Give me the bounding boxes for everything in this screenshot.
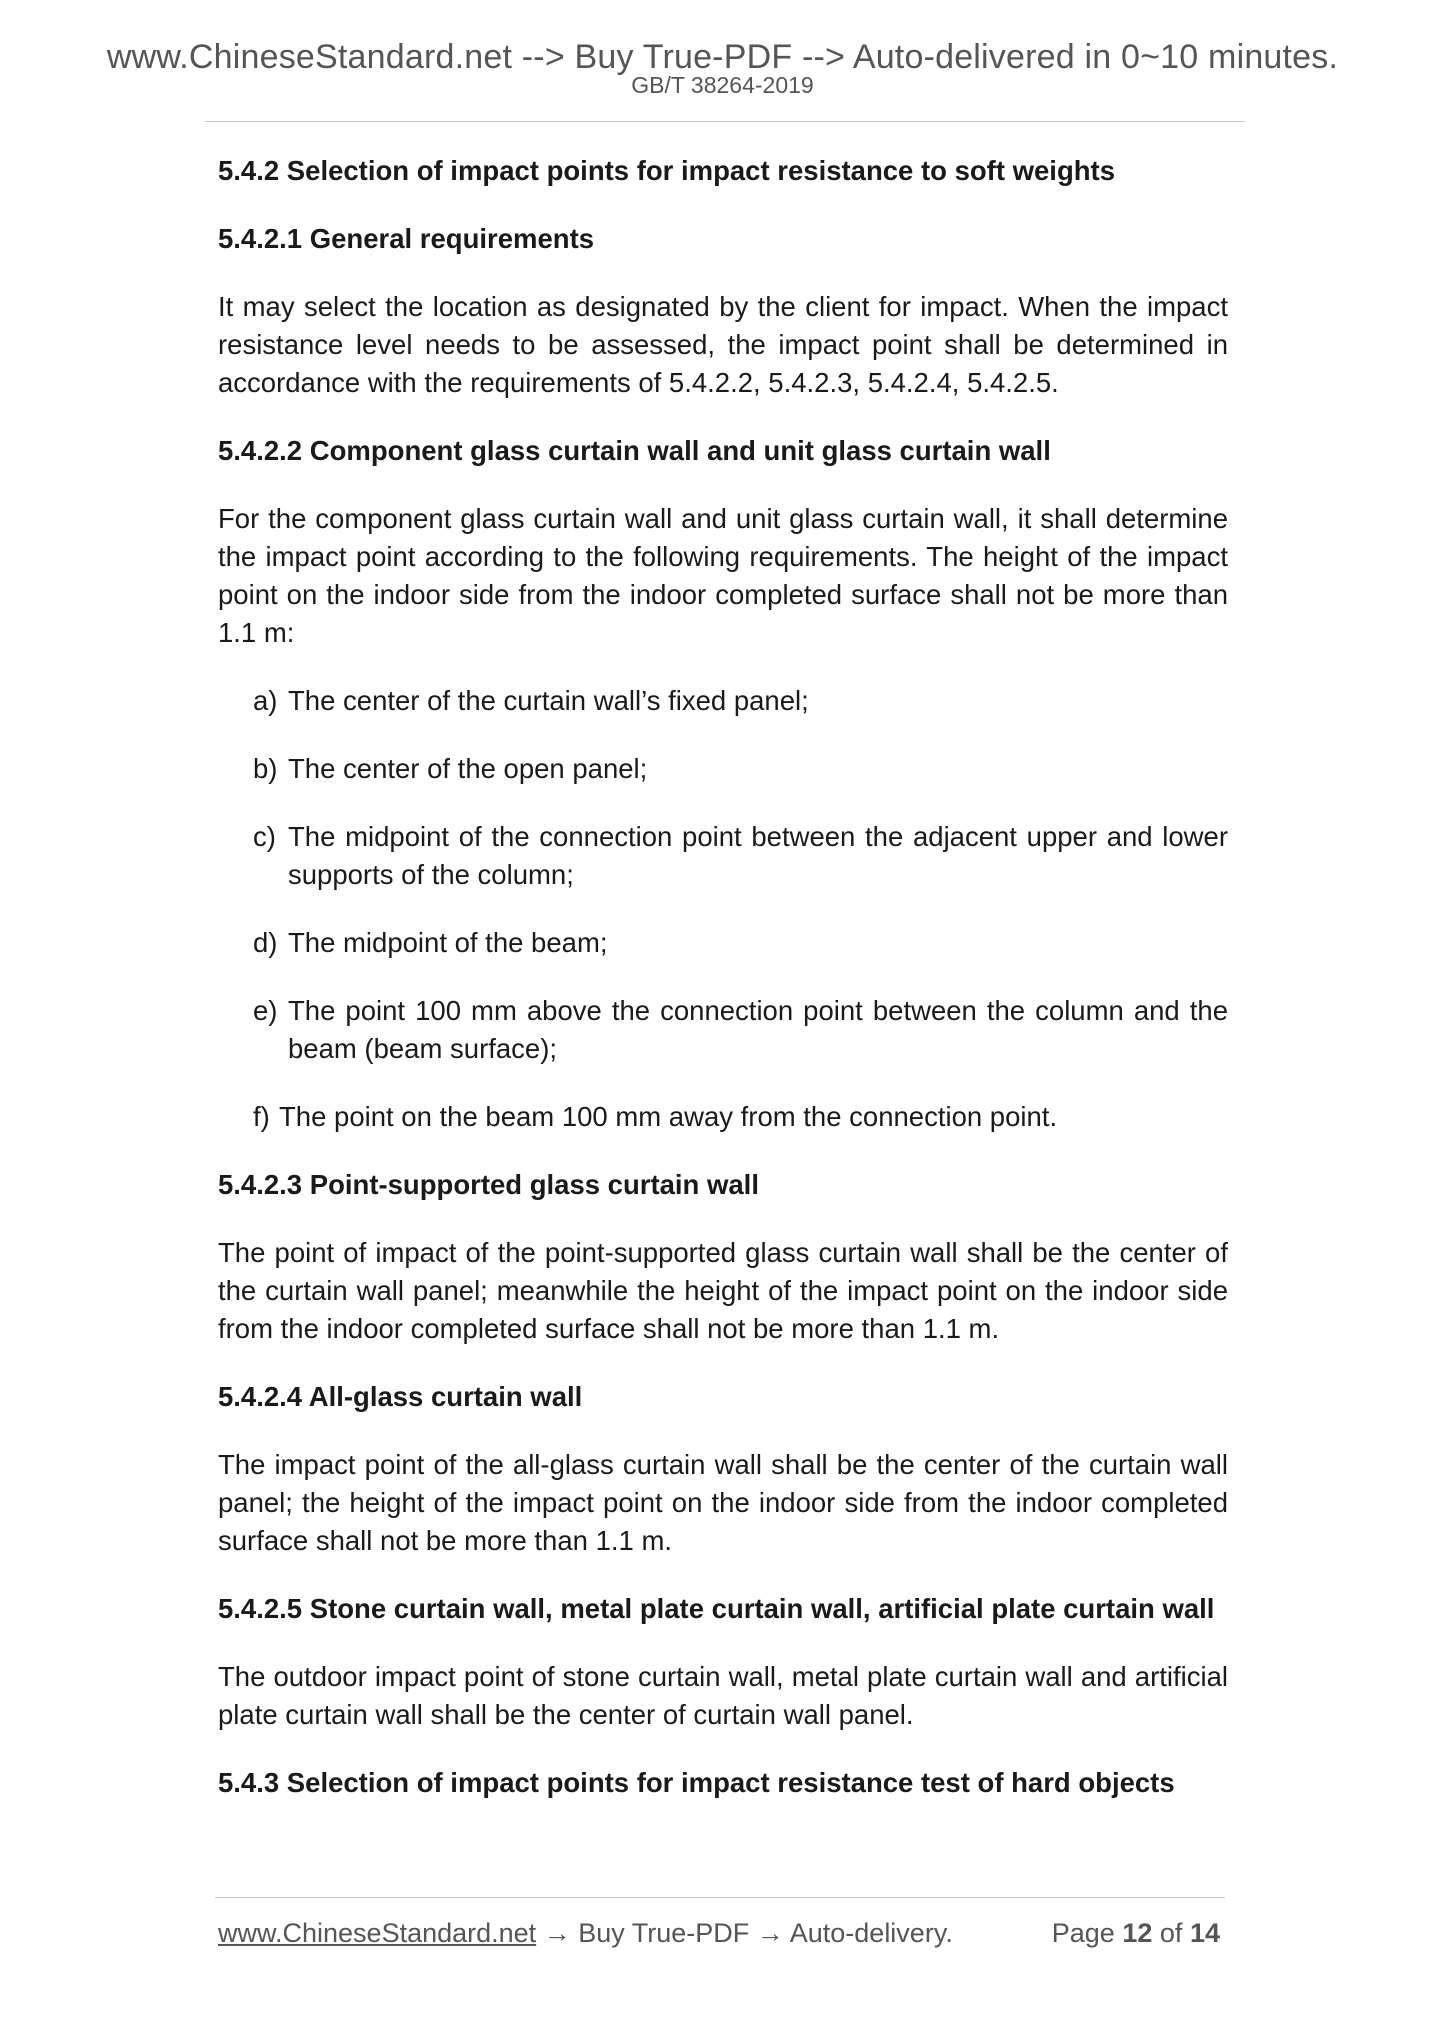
heading-5-4-2-1: 5.4.2.1 General requirements xyxy=(218,223,595,254)
heading-5-4-2-4: 5.4.2.4 All-glass curtain wall xyxy=(218,1381,583,1412)
list-marker: c) xyxy=(253,821,276,852)
paragraph-5-4-2-1: It may select the location as designated by the client for impact. When the impact resistance level needs to be assessed, the impact point shall be determined in accordance with the requirements of 5.4.2.2, 5.4.2.3, 5.4.2.4, 5.4.2.5. xyxy=(218,291,1228,398)
list-text: The point 100 mm above the connection point between the column and the beam (beam surface); xyxy=(288,995,1228,1064)
list-item xyxy=(218,1098,1228,1136)
list-item xyxy=(218,924,1228,962)
footer-site-link[interactable]: www.ChineseStandard.net xyxy=(218,1918,537,1948)
list-text: The midpoint of the connection point between the adjacent upper and lower supports of the column; xyxy=(288,821,1228,890)
list-marker: a) xyxy=(253,685,278,716)
heading-5-4-3: 5.4.3 Selection of impact points for impact resistance test of hard objects xyxy=(218,1767,1175,1798)
standard-code: GB/T 38264-2019 xyxy=(631,72,814,98)
list-text: The midpoint of the beam; xyxy=(288,927,608,958)
page-footer xyxy=(218,1918,1228,1949)
page-content xyxy=(218,152,1228,1802)
page-number: 12 xyxy=(1122,1918,1153,1948)
top-banner: www.ChineseStandard.net --> Buy True-PDF --> Auto-delivered in 0~10 minutes. xyxy=(106,38,1339,76)
page-total: 14 xyxy=(1189,1918,1220,1948)
list-marker: d) xyxy=(253,927,278,958)
paragraph-5-4-2-2: For the component glass curtain wall and unit glass curtain wall, it shall determine the impact point according to the following requirements. The height of the impact point on the indoor side from the indoor completed surface shall not be more than 1.1 m: xyxy=(218,503,1228,648)
paragraph-5-4-2-4: The impact point of the all-glass curtain wall shall be the center of the curtain wall panel; the height of the impact point on the indoor side from the indoor completed surface shall not be more than 1.1 m. xyxy=(218,1449,1228,1556)
heading-5-4-2-3: 5.4.2.3 Point-supported glass curtain wall xyxy=(218,1169,759,1200)
footer-tagline: → Buy True-PDF → Auto-delivery. xyxy=(536,1918,953,1948)
list-marker: e) xyxy=(253,995,278,1026)
list-item xyxy=(218,682,1228,720)
paragraph-5-4-2-3: The point of impact of the point-supported glass curtain wall shall be the center of the curtain wall panel; meanwhile the height of the impact point on the indoor side from the indoor completed surface shall not be more than 1.1 m. xyxy=(218,1237,1228,1344)
footer-divider xyxy=(215,1897,1225,1898)
list-text: The point on the beam 100 mm away from the connection point. xyxy=(279,1101,1058,1132)
header-divider xyxy=(205,121,1245,122)
list-item xyxy=(218,818,1228,894)
heading-5-4-2-2: 5.4.2.2 Component glass curtain wall and unit glass curtain wall xyxy=(218,435,1051,466)
list-marker: b) xyxy=(253,753,278,784)
of-label: of xyxy=(1159,1918,1183,1948)
list-text: The center of the open panel; xyxy=(288,753,648,784)
page-indicator xyxy=(1052,1918,1220,1949)
list-text: The center of the curtain wall’s fixed panel; xyxy=(288,685,809,716)
list-marker: f) xyxy=(253,1101,270,1132)
list-item xyxy=(218,750,1228,788)
heading-5-4-2: 5.4.2 Selection of impact points for impact resistance to soft weights xyxy=(218,155,1115,186)
paragraph-5-4-2-5: The outdoor impact point of stone curtain wall, metal plate curtain wall and artificial plate curtain wall shall be the center of curtain wall panel. xyxy=(218,1661,1228,1730)
page-label: Page xyxy=(1051,1918,1115,1948)
heading-5-4-2-5: 5.4.2.5 Stone curtain wall, metal plate curtain wall, artificial plate curtain wall xyxy=(218,1593,1215,1624)
list-item xyxy=(218,992,1228,1068)
